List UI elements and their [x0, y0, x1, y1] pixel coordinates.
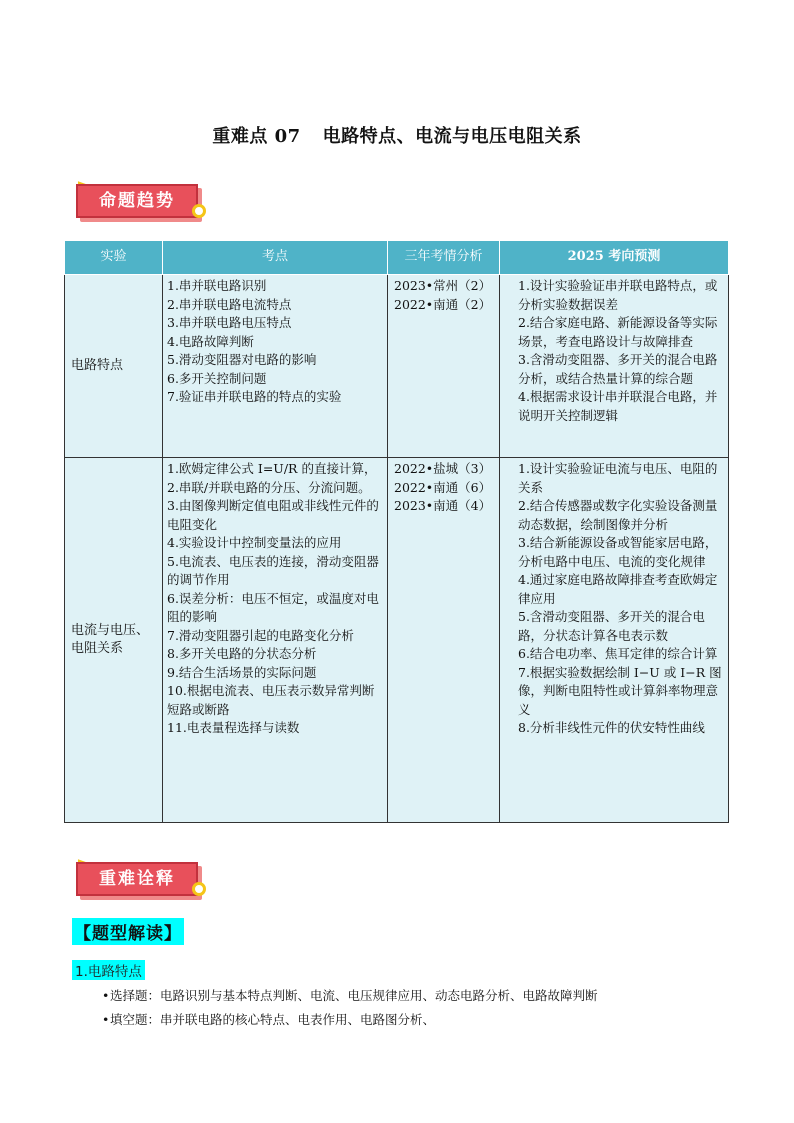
table-row	[65, 458, 729, 823]
badge-trend-label: 命题趋势	[76, 184, 198, 218]
section-heading: 【题型解读】	[72, 918, 184, 945]
prediction-item: 3.结合新能源设备或智能家居电路，分析电路中电压、电流的变化规律	[518, 535, 718, 569]
bullet-icon: •	[102, 1012, 110, 1027]
row-exams	[388, 458, 500, 823]
prediction-item: 6.结合电功率、焦耳定律的综合计算	[518, 646, 718, 661]
prediction-item: 4.通过家庭电路故障排查考查欧姆定律应用	[518, 572, 718, 606]
title-number: 重难点 07	[212, 126, 301, 147]
row-points	[163, 275, 388, 458]
table-row	[65, 275, 729, 458]
table-header	[65, 241, 729, 275]
row-points	[163, 458, 388, 823]
bullet-item	[102, 1010, 435, 1028]
prediction-item: 1.设计实验验证串并联电路特点，或分析实验数据误差	[518, 278, 718, 312]
point-item: 4.实验设计中控制变量法的应用	[167, 535, 342, 550]
point-item: 7.滑动变阻器引起的电路变化分析	[167, 627, 354, 643]
exam-item: 2023•南通（4）	[394, 498, 492, 513]
prediction-item: 4.根据需求设计串并联混合电路，并说明开关控制逻辑	[518, 389, 718, 423]
exam-item: 2023•常州（2）	[394, 278, 492, 293]
prediction-item: 3.含滑动变阻器、多开关的混合电路分析，或结合热量计算的综合题	[518, 352, 718, 386]
badge-difficulty-label: 重难诠释	[76, 862, 198, 896]
ring-icon	[192, 882, 206, 896]
prediction-item: 5.含滑动变阻器、多开关的混合电路，分状态计算各电表示数	[518, 609, 705, 643]
bullet-item	[102, 986, 598, 1004]
point-item: 9.结合生活场景的实际问题	[167, 664, 317, 680]
header-experiment: 实验	[65, 241, 163, 275]
row-experiment: 电流与电压、电阻关系	[65, 458, 163, 823]
point-item: 7.验证串并联电路的特点的实验	[167, 389, 342, 404]
subheading: 1.电路特点	[72, 960, 145, 980]
point-item: 2.串并联电路电流特点	[167, 296, 292, 312]
point-item: 4.电路故障判断	[167, 333, 254, 349]
exam-item: 2022•盐城（3）	[394, 461, 492, 476]
point-item: 1.串并联电路识别	[167, 278, 267, 293]
point-item: 6.多开关控制问题	[167, 370, 267, 386]
point-item: 5.滑动变阻器对电路的影响	[167, 352, 317, 367]
title-topic: 电路特点、电流与电压电阻关系	[322, 126, 582, 147]
ring-icon	[192, 204, 206, 218]
badge-trend	[72, 180, 210, 226]
header-exams: 三年考情分析	[388, 241, 500, 275]
header-points: 考点	[163, 241, 388, 275]
row-experiment: 电路特点	[65, 275, 163, 458]
point-item: 8.多开关电路的分状态分析	[167, 646, 317, 661]
prediction-item: 7.根据实验数据绘制 I−U 或 I−R 图像，判断电阻特性或计算斜率物理意义	[518, 664, 722, 717]
exam-item: 2022•南通（2）	[394, 296, 492, 312]
point-item: 3.由图像判断定值电阻或非线性元件的电阻变化	[167, 498, 379, 532]
badge-difficulty	[72, 858, 210, 904]
prediction-item: 8.分析非线性元件的伏安特性曲线	[518, 720, 705, 735]
point-item: 10.根据电流表、电压表示数异常判断短路或断路	[167, 683, 375, 717]
analysis-table	[64, 240, 729, 823]
point-item: 2.串联/并联电路的分压、分流问题。	[167, 479, 371, 495]
prediction-item: 1.设计实验验证电流与电压、电阻的关系	[518, 461, 718, 495]
bullet-text: 填空题：串并联电路的核心特点、电表作用、电路图分析、	[110, 1012, 436, 1027]
bullet-text: 选择题：电路识别与基本特点判断、电流、电压规律应用、动态电路分析、电路故障判断	[110, 988, 598, 1003]
row-exams	[388, 275, 500, 458]
point-item: 1.欧姆定律公式 I=U/R 的直接计算，	[167, 461, 377, 476]
header-predictions: 2025 考向预测	[500, 241, 729, 275]
bullet-icon: •	[102, 988, 110, 1003]
row-predictions	[500, 458, 729, 823]
page-title	[0, 122, 794, 148]
prediction-item: 2.结合传感器或数字化实验设备测量动态数据，绘制图像并分析	[518, 498, 718, 532]
prediction-item: 2.结合家庭电路、新能源设备等实际场景，考查电路设计与故障排查	[518, 315, 718, 349]
row-predictions	[500, 275, 729, 458]
point-item: 5.电流表、电压表的连接，滑动变阻器的调节作用	[167, 553, 379, 587]
point-item: 3.串并联电路电压特点	[167, 315, 292, 330]
point-item: 11.电表量程选择与读数	[167, 720, 300, 735]
point-item: 6.误差分析：电压不恒定，或温度对电阻的影响	[167, 590, 379, 624]
exam-item: 2022•南通（6）	[394, 479, 492, 495]
